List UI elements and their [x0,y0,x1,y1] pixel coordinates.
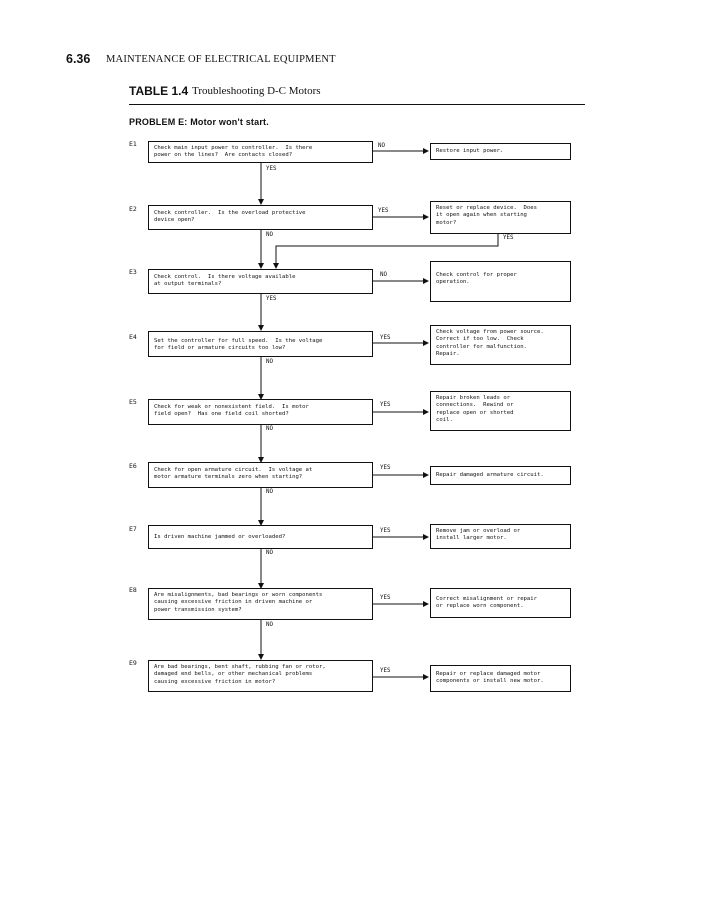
step-id-e7: E7 [129,525,137,533]
down-label-e7: NO [266,550,273,556]
question-box-e3: Check control. Is there voltage available at output terminals? [148,269,373,294]
down-label-e1: YES [266,166,277,172]
action-box-e8: Correct misalignment or repair or replace worn component. [430,588,571,618]
question-box-e7: Is driven machine jammed or overloaded? [148,525,373,549]
step-id-e4: E4 [129,333,137,341]
action-box-e7: Remove jam or overload or install larger motor. [430,524,571,549]
down-label-e6: NO [266,489,273,495]
question-box-e5: Check for weak or nonexistent field. Is motor field open? Has one field coil shorted? [148,399,373,425]
step-id-e3: E3 [129,268,137,276]
branch-label-e3: NO [380,272,387,278]
question-box-e2: Check controller. Is the overload protective device open? [148,205,373,230]
table-title: Troubleshooting D-C Motors [192,85,321,97]
branch-label-e1: NO [378,143,385,149]
down-label-e4: NO [266,359,273,365]
branch-label-e4: YES [380,335,391,341]
step-id-e9: E9 [129,659,137,667]
question-box-e8: Are misalignments, bad bearings or worn components causing excessive friction in driven machine or power transmission system? [148,588,373,620]
step-id-e6: E6 [129,462,137,470]
question-box-e4: Set the controller for full speed. Is the voltage for field or armature circuits too low? [148,331,373,357]
table-label: TABLE 1.4 [129,84,189,98]
down-label-e2: NO [266,232,273,238]
action-box-e9: Repair or replace damaged motor components or install new motor. [430,665,571,692]
step-id-e2: E2 [129,205,137,213]
page-number: 6.36 [66,52,91,66]
question-box-e1: Check main input power to controller. Is there power on the lines? Are contacts closed? [148,141,373,163]
branch-label-e9: YES [380,668,391,674]
action-box-e2: Reset or replace device. Does it open again when starting motor? [430,201,571,234]
step-id-e1: E1 [129,140,137,148]
branch-label-e6: YES [380,465,391,471]
action-box-e4: Check voltage from power source. Correct if too low. Check controller for malfunction. Repair. [430,325,571,365]
down-label-e5: NO [266,426,273,432]
loop-label-e2: YES [503,235,514,241]
down-label-e3: YES [266,296,277,302]
branch-label-e7: YES [380,528,391,534]
action-box-e3: Check control for proper operation. [430,261,571,302]
step-id-e5: E5 [129,398,137,406]
action-box-e1: Restore input power. [430,143,571,160]
question-box-e6: Check for open armature circuit. Is voltage at motor armature terminals zero when starting? [148,462,373,488]
down-label-e8: NO [266,622,273,628]
action-box-e6: Repair damaged armature circuit. [430,466,571,485]
branch-label-e5: YES [380,402,391,408]
action-box-e5: Repair broken leads or connections. Rewind or replace open or shorted coil. [430,391,571,431]
step-id-e8: E8 [129,586,137,594]
running-title: MAINTENANCE OF ELECTRICAL EQUIPMENT [106,54,336,65]
problem-heading: PROBLEM E: Motor won't start. [129,117,269,127]
branch-label-e8: YES [380,595,391,601]
branch-label-e2: YES [378,208,389,214]
question-box-e9: Are bad bearings, bent shaft, rubbing fan or rotor, damaged end bells, or other mechanical problems causing excessive friction in motor? [148,660,373,692]
